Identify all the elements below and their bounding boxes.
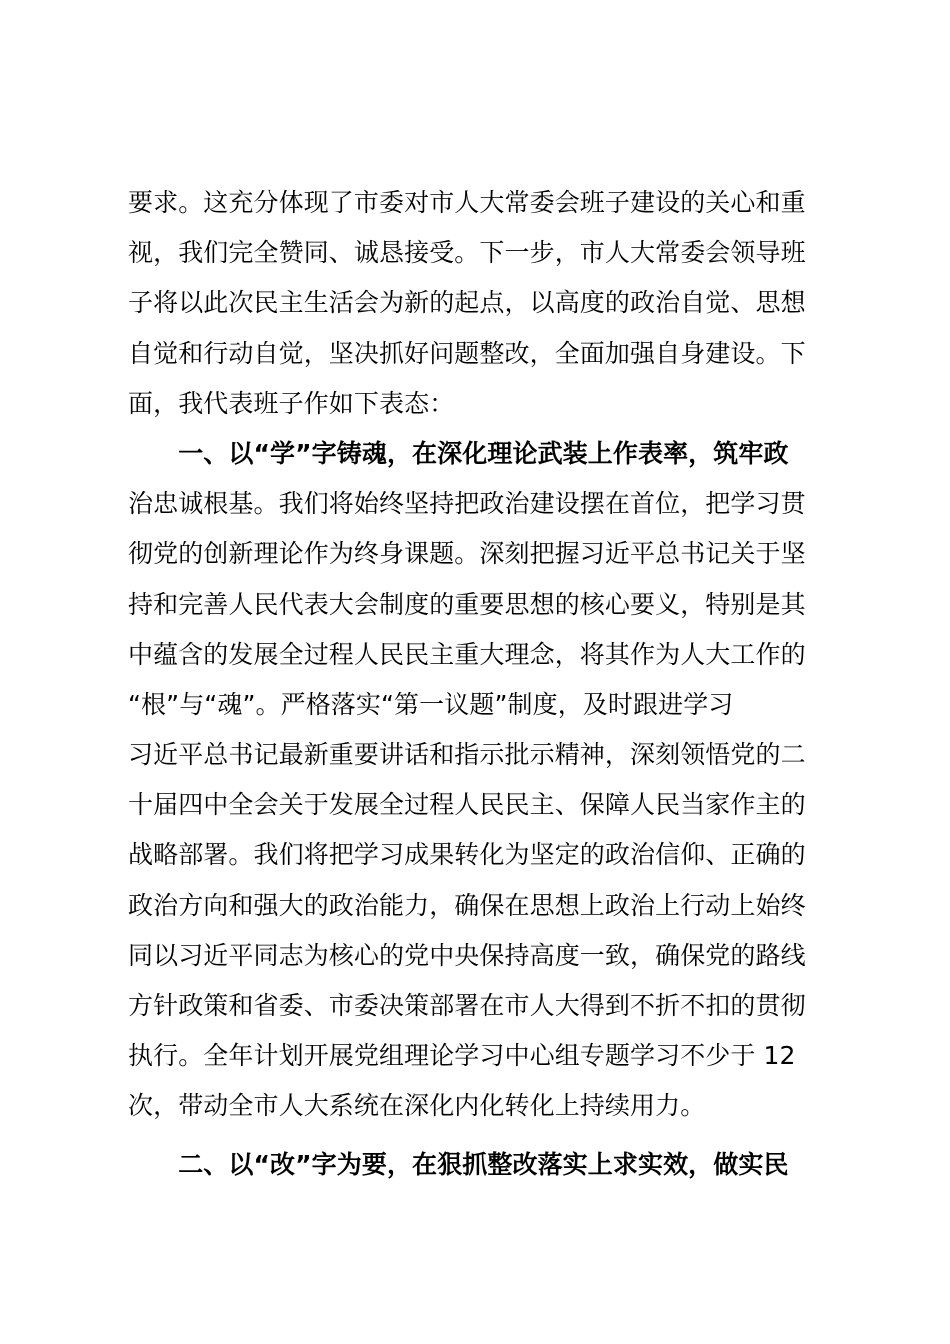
text-line: 中蕴含的发展全过程人民民主重大理念，将其作为人大工作的 — [128, 639, 806, 669]
text-line: 治忠诚根基。我们将始终坚持把政治建设摆在首位，把学习贯 — [128, 489, 806, 519]
text-line: 持和完善人民代表大会制度的重要思想的核心要义，特别是其 — [128, 589, 806, 619]
paragraph-gap — [128, 1132, 838, 1140]
section-heading-line: 一、以“学”字铸魂，在深化理论武装上作表率，筑牢政 — [128, 438, 789, 468]
text-line: 自觉和行动自觉，坚决抓好问题整改，全面加强自身建设。下 — [128, 338, 806, 368]
document-body — [128, 178, 838, 1190]
text-line: 要求。这充分体现了市委对市人大常委会班子建设的关心和重 — [128, 188, 806, 217]
text-line: 次，带动全市人大系统在深化内化转化上持续用力。 — [128, 1091, 706, 1121]
text-line: “根”与“魂”。严格落实“第一议题”制度，及时跟进学习 — [128, 689, 734, 719]
text-line: 政治方向和强大的政治能力，确保在思想上政治上行动上始终 — [128, 890, 806, 920]
text-line: 子将以此次民主生活会为新的起点，以高度的政治自觉、思想 — [128, 288, 806, 318]
text-line: 习近平总书记最新重要讲话和指示批示精神，深刻领悟党的二 — [128, 740, 806, 770]
text-line: 执行。全年计划开展党组理论学习中心组专题学习不少于 12 — [128, 1041, 796, 1071]
text-line: 视，我们完全赞同、诚恳接受。下一步，市人大常委会领导班 — [128, 238, 806, 268]
text-line: 十届四中全会关于发展全过程人民民主、保障人民当家作主的 — [128, 790, 806, 820]
section-heading-line: 二、以“改”字为要，在狠抓整改落实上求实效，做实民 — [128, 1149, 789, 1179]
text-line: 方针政策和省委、市委决策部署在市人大得到不折不扣的贯彻 — [128, 991, 806, 1020]
text-line: 面，我代表班子作如下表态： — [128, 388, 455, 418]
text-line: 同以习近平同志为核心的党中央保持高度一致，确保党的路线 — [128, 940, 806, 970]
text-line: 战略部署。我们将把学习成果转化为坚定的政治信仰、正确的 — [128, 840, 806, 870]
text-line: 彻党的创新理论作为终身课题。深刻把握习近平总书记关于坚 — [128, 539, 806, 569]
